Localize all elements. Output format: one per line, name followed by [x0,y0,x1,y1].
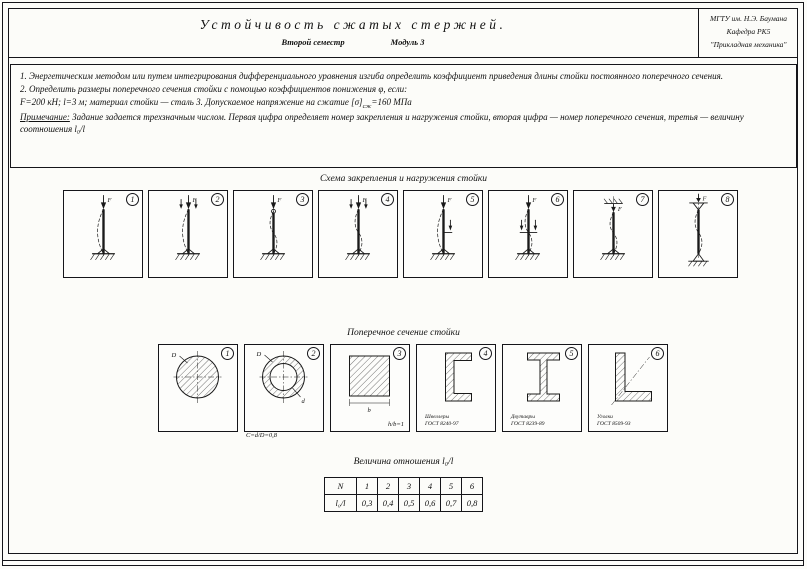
section-cell-2 [244,344,324,439]
ratio-value: 0,6 [420,495,441,512]
section-number-badge: 3 [393,347,406,360]
scheme-number-badge: 8 [721,193,734,206]
ratio-col-number: 1 [357,478,378,495]
scheme-number-badge: 1 [126,193,139,206]
ratio-section-title: Величина отношения l₀/l [353,457,454,467]
semester-label: Второй семестр [281,37,345,47]
section-number-badge: 5 [565,347,578,360]
module-label: Модуль 3 [390,37,425,47]
ratio-value: 0,4 [378,495,399,512]
conditions-value: =160 МПа [371,96,412,107]
ratio-col-number: 6 [462,478,483,495]
scheme-cell-8 [658,190,738,278]
scheme-number-badge: 2 [211,193,224,206]
force-label: F [362,196,367,204]
ratio-col-number: 3 [399,478,420,495]
scheme-number-badge: 3 [296,193,309,206]
ratio-table [324,477,483,512]
angle-caption: Уголки [597,414,613,420]
force-label: F [617,205,622,213]
task-1: 1. Энергетическим методом или путем интегрирования дифференциального уравнения изгиба определить коэффициент приведения длины стойки постоянного поперечного сечения. [20,71,724,81]
scheme-cell-4 [318,190,398,278]
scheme-cell-6 [488,190,568,278]
ratio-table-wrap [0,477,807,512]
ratio-value-row [325,495,483,512]
task-conditions [20,96,787,111]
ratio-col-number: 4 [420,478,441,495]
sections-row [158,344,668,439]
ratio-value: 0,3 [357,495,378,512]
scheme-cell-5 [403,190,483,278]
inner-diameter-label: d [301,398,305,405]
ring-ratio-caption: C=d/D=0,8 [246,432,277,439]
section-cell-5 [502,344,582,432]
scheme-cell-1 [63,190,143,278]
channel-gost-label: ГОСТ 8240-97 [425,421,459,427]
force-label: F [702,195,707,203]
task-box [10,64,797,168]
section-cell-6 [588,344,668,432]
university-name: МГТУ им. Н.Э. Баумана [709,14,788,23]
task-note [20,111,787,137]
outer-diameter-label: D [256,351,262,358]
ibeam-gost-label: ГОСТ 8239-89 [511,421,545,427]
note-text: Задание задается трехзначным числом. Первая цифра определяет номер закрепления и нагружения стойки, вторая цифра — номер поперечного сечения, третья — величину соотношения l₀/l [20,111,744,135]
force-label: F [447,196,452,204]
ratio-value: 0,8 [462,495,483,512]
diameter-label: D [171,352,177,359]
ratio-row-label: l₀/l [325,495,357,512]
course-name: "Прикладная механика" [710,40,787,50]
ratio-col-number: 5 [441,478,462,495]
department-name: Кафедра РК5 [726,27,771,37]
schemes-section-title: Схема закрепления и нагружения стойки [319,174,488,184]
force-label: F [277,196,282,204]
force-label: F [107,196,112,204]
ratio-n-label: N [325,478,357,495]
header [8,8,798,58]
scheme-number-badge: 6 [551,193,564,206]
ibeam-caption: Двутавры [511,414,535,420]
section-number-badge: 6 [651,347,664,360]
bottom-rule [2,560,804,561]
section-cell-3 [330,344,410,432]
sections-section-title: Поперечное сечение стойки [347,328,460,338]
ratio-header-row [325,478,483,495]
schemes-row [63,190,738,278]
section-cell-1 [158,344,238,432]
section-number-badge: 1 [221,347,234,360]
scheme-number-badge: 7 [636,193,649,206]
scheme-cell-2 [148,190,228,278]
channel-caption: Швеллеры [425,414,450,420]
scheme-number-badge: 4 [381,193,394,206]
width-label: b [367,407,371,414]
ratio-col-number: 2 [378,478,399,495]
square-ratio-caption: h/b=1 [388,421,404,428]
angle-gost-label: ГОСТ 8509-93 [597,421,631,427]
task-2: 2. Определить размеры поперечного сечения стойки с помощью коэффициентов понижения φ, если: [20,83,408,94]
conditions-text: F=200 кН; l=3 м; материал стойки — сталь 3. Допускаемое напряжение на сжатие [σ] [20,96,363,107]
force-label: F [532,196,537,204]
sigma-subscript: сж [362,102,372,110]
note-label: Примечание: [20,111,70,122]
ratio-value: 0,7 [441,495,462,512]
section-number-badge: 4 [479,347,492,360]
scheme-cell-7 [573,190,653,278]
title-block-stamp [698,8,798,58]
subtitle-row [8,37,798,47]
ratio-value: 0,5 [399,495,420,512]
scheme-number-badge: 5 [466,193,479,206]
section-cell-4 [416,344,496,432]
page-title: Устойчивость сжатых стержней. [199,17,507,32]
section-number-badge: 2 [307,347,320,360]
force-label: F [192,196,197,204]
scheme-cell-3 [233,190,313,278]
